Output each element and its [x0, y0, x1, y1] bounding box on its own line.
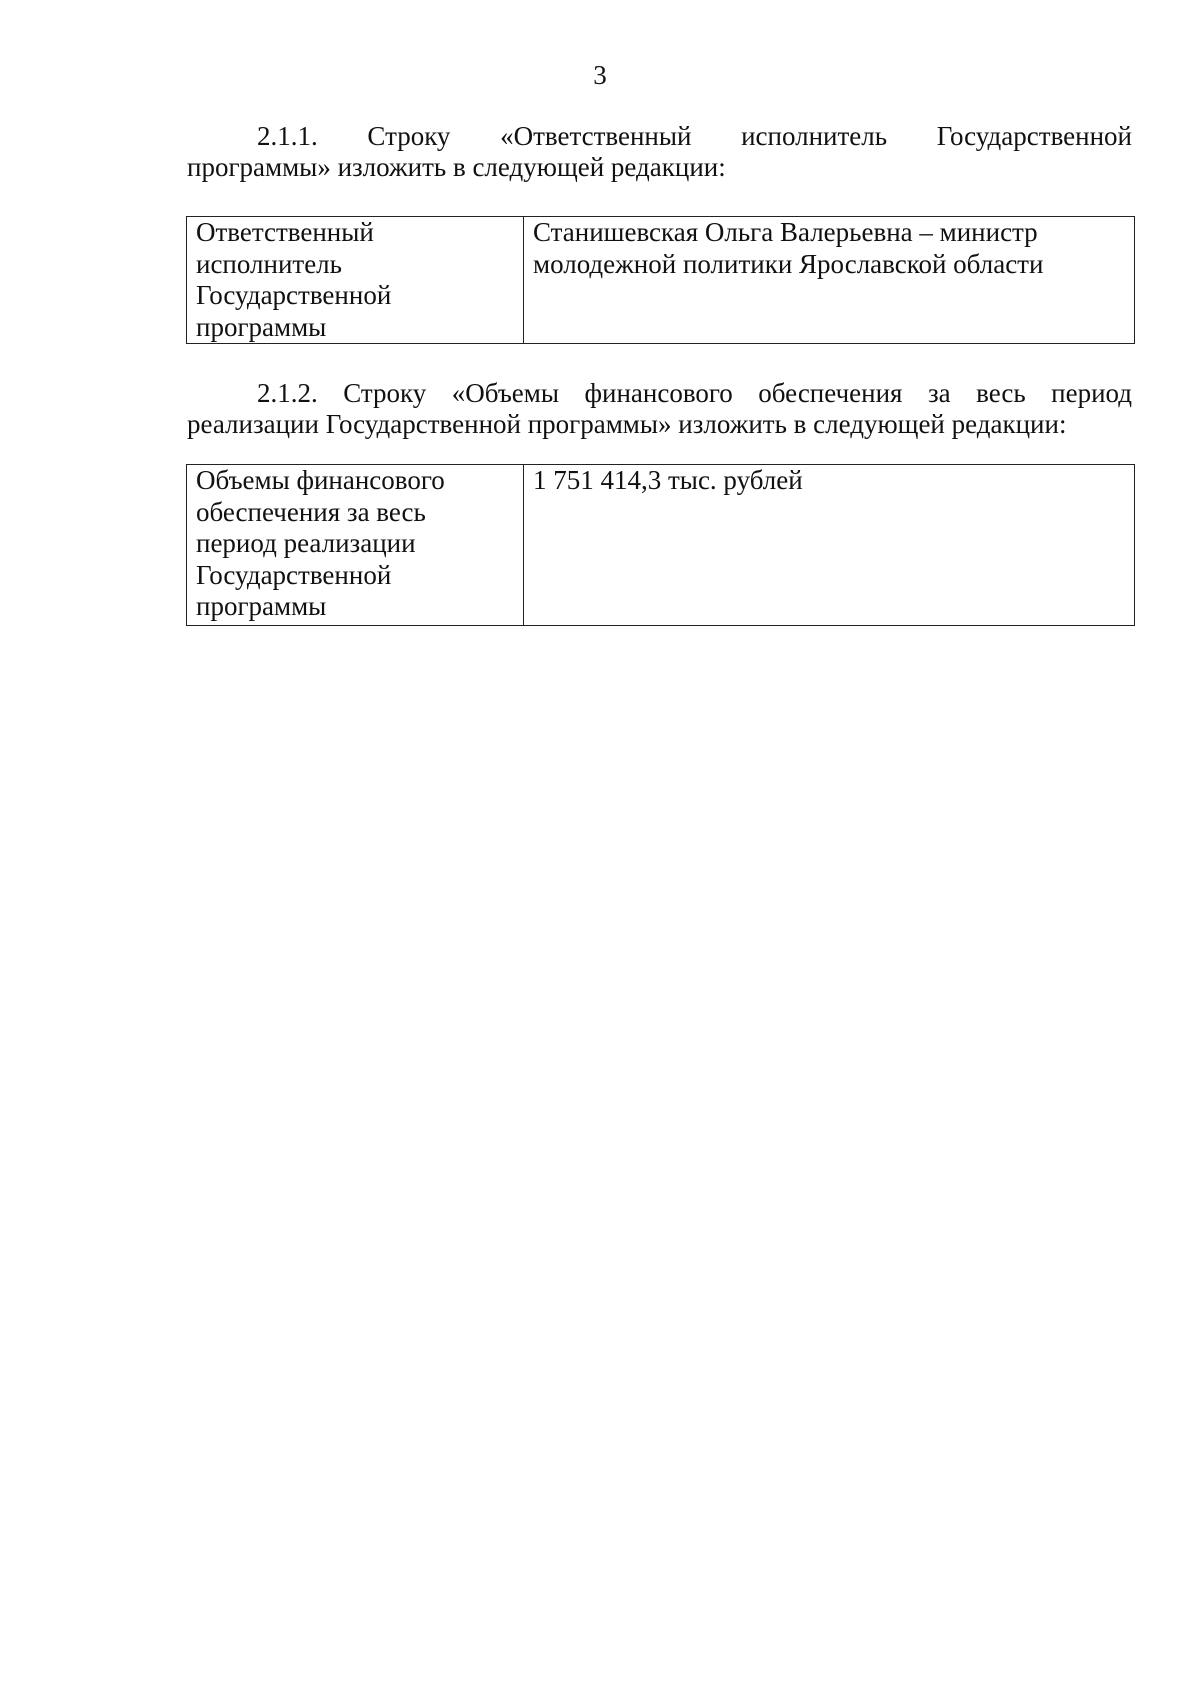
financing-volume-value: 1 751 414,3 тыс. рублей — [533, 465, 803, 495]
page-number: 3 — [593, 60, 607, 90]
paragraph-2-1-2 — [187, 378, 1132, 440]
paragraph-2-1-1-first-line: 2.1.1. Строку «Ответственный исполнитель Государственной — [257, 121, 1132, 151]
paragraph-2-1-1-rest: программы» изложить в следующей редакции: — [187, 152, 726, 182]
financing-volume-label: Объемы финансового обеспечения за весь период реализации Государственной программы — [196, 465, 445, 621]
table-row — [187, 217, 1135, 344]
table-cell-value — [524, 465, 1135, 626]
financing-volume-table — [186, 464, 1135, 626]
paragraph-2-1-1 — [187, 121, 1132, 183]
responsible-executor-value: Станишевская Ольга Валерьевна – министр молодежной политики Ярославской области — [533, 217, 1044, 279]
table-cell-value — [524, 217, 1135, 344]
table-row — [187, 465, 1135, 626]
responsible-executor-label: Ответственный исполнитель Государственной программы — [196, 217, 392, 342]
responsible-executor-table — [186, 216, 1135, 344]
table-cell-label — [187, 465, 524, 626]
paragraph-2-1-2-first-line: 2.1.2. Строку «Объемы финансового обеспечения за весь период — [257, 378, 1132, 408]
table-cell-label — [187, 217, 524, 344]
paragraph-2-1-2-rest: реализации Государственной программы» изложить в следующей редакции: — [187, 409, 1067, 439]
